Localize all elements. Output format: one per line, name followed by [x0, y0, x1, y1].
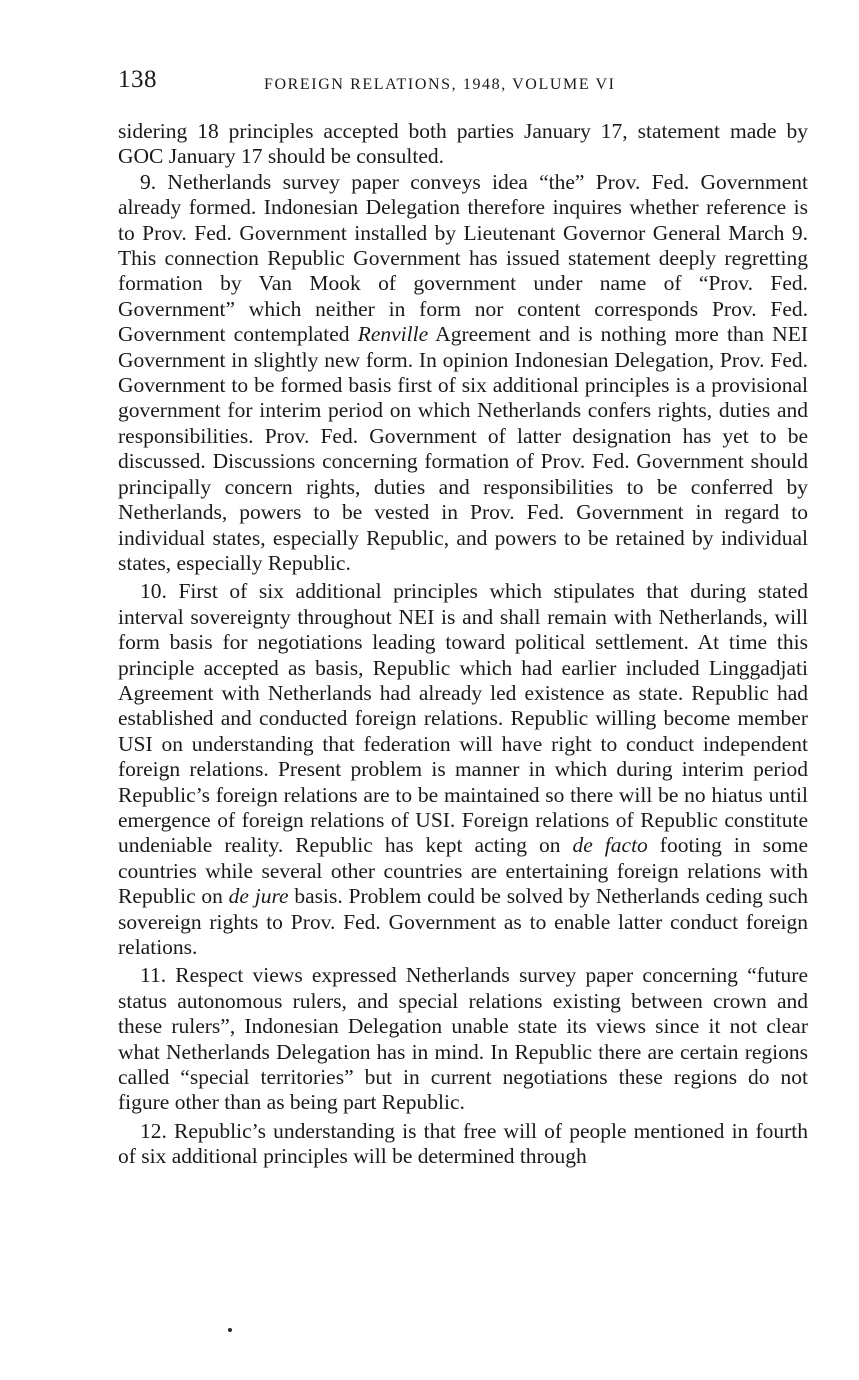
- running-head: [118, 66, 808, 102]
- paragraph-12: 12. Republic’s understanding is that free will of people mentioned in fourth of six additional principles will be determined through: [118, 1118, 808, 1169]
- page-number: 138: [118, 66, 157, 93]
- running-title: FOREIGN RELATIONS, 1948, VOLUME VI: [264, 76, 616, 93]
- paragraph-10: [118, 579, 808, 960]
- body-text: [118, 119, 808, 1170]
- paragraph-9-rest: Agreement and is nothing more than NEI Government in slightly new form. In opinion Indonesian Delegation, Prov. Fed. Government to be formed basis first of six additional principles is a provisional government for interim period on which Netherlands confers rights, duties and responsibilities. Prov. Fed. Government of latter designation has yet to be discussed. Discussions concerning formation of Prov. Fed. Government should principally concern rights, duties and responsibilities to be conferred by Netherlands, powers to be vested in Prov. Fed. Government in regard to individual states, especially Republic, and powers to be retained by individual states, especially Republic.: [118, 322, 808, 575]
- de-jure-italic: de jure: [228, 884, 289, 909]
- paragraph-9: [118, 170, 808, 577]
- paragraph-10-text: 10. First of six additional principles which stipulates that during stated interval sovereignty throughout NEI is and shall remain with Netherlands, will form basis for negotiations leading toward political settlement. At time this principle accepted as basis, Republic which had earlier included Linggadjati Agreement with Netherlands had already led existence as state. Republic had established and conducted foreign relations. Republic willing become member USI on understanding that federation will have right to conduct independent foreign relations. Present problem is manner in which during interim period Republic’s foreign relations are to be maintained so there will be no hiatus until emergence of foreign relations of USI. Foreign relations of Republic constitute undeniable reality. Republic has kept acting on: [118, 579, 808, 858]
- paragraph-9-text: 9. Netherlands survey paper conveys idea “the” Prov. Fed. Government already formed. Indonesian Delegation therefore inquires whether reference is to Prov. Fed. Government installed by Lieutenant Governor General March 9. This connection Republic Government has issued statement deeply regretting formation by Van Mook of government under name of “Prov. Fed. Government” which neither in form nor content corresponds Prov. Fed. Government contemplated: [118, 169, 808, 347]
- footer-dot: [228, 1328, 232, 1332]
- paragraph-10-mid: footing in some countries while several other countries are entertaining foreign relations with Republic on: [118, 833, 808, 909]
- paragraph-continued: sidering 18 principles accepted both parties January 17, statement made by GOC January 17 should be consulted.: [118, 119, 808, 169]
- de-facto-italic: de facto: [572, 833, 648, 858]
- paragraph-10-rest: basis. Problem could be solved by Netherlands ceding such sovereign rights to Prov. Fed. Government as to enable latter conduct foreign relations.: [118, 884, 809, 959]
- paragraph-11: 11. Respect views expressed Netherlands survey paper concerning “future status autonomous rulers, and special relations existing between crown and these rulers”, Indonesian Delegation unable state its views since it not clear what Netherlands Delegation has in mind. In Republic there are certain regions called “special territories” but in current negotiations these regions do not figure other than as being part Republic.: [118, 963, 808, 1115]
- renville-italic: Renville: [357, 322, 429, 347]
